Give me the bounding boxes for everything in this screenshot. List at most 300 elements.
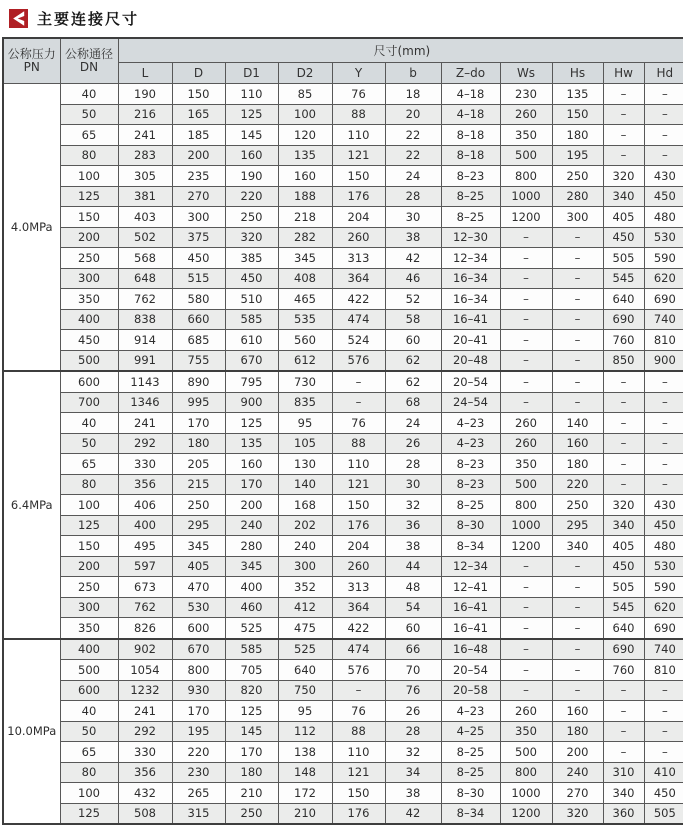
dimension-cell: 270 — [172, 186, 225, 207]
dimension-cell: 530 — [644, 227, 683, 248]
dimension-cell: 24 — [385, 413, 441, 434]
column-header-zdo: Z–do — [441, 63, 500, 84]
dimension-cell: 690 — [644, 618, 683, 639]
dn-cell: 350 — [60, 618, 118, 639]
dimension-cell: 168 — [278, 495, 332, 516]
dimension-cell: 820 — [225, 680, 278, 701]
dimension-cell: – — [500, 330, 552, 351]
dimension-cell: 430 — [644, 166, 683, 187]
dimension-cell: 32 — [385, 495, 441, 516]
dn-cell: 125 — [60, 515, 118, 536]
dimension-cell: 762 — [118, 289, 172, 310]
table-row — [3, 536, 683, 557]
dimension-cell: 220 — [552, 474, 603, 495]
dimension-cell: 685 — [172, 330, 225, 351]
dimension-cell: 188 — [278, 186, 332, 207]
dimension-cell: 345 — [225, 556, 278, 577]
dimension-cell: 210 — [278, 803, 332, 824]
dimension-cell: – — [644, 413, 683, 434]
dimension-cell: 406 — [118, 495, 172, 516]
dn-cell: 65 — [60, 125, 118, 146]
dimension-cell: – — [552, 680, 603, 701]
dimension-cell: 8–23 — [441, 474, 500, 495]
dimension-cell: – — [552, 660, 603, 681]
dimension-cell: 190 — [118, 84, 172, 105]
dimension-cell: 480 — [644, 207, 683, 228]
dimension-cell: – — [500, 371, 552, 392]
section-marker-icon — [9, 9, 28, 28]
dimension-cell: 412 — [278, 597, 332, 618]
dimension-cell: 121 — [332, 762, 385, 783]
dimension-cell: 730 — [278, 371, 332, 392]
dimension-cell: – — [603, 433, 644, 454]
pressure-group-label: 4.0MPa — [3, 84, 60, 372]
dimension-cell: 85 — [278, 84, 332, 105]
dimension-cell: 585 — [225, 639, 278, 660]
dimension-cell: 640 — [278, 660, 332, 681]
column-header-ws: Ws — [500, 63, 552, 84]
dn-cell: 450 — [60, 330, 118, 351]
table-row — [3, 803, 683, 824]
dimension-cell: 170 — [225, 742, 278, 763]
dimension-cell: 8–25 — [441, 742, 500, 763]
dimension-cell: 88 — [332, 721, 385, 742]
dn-cell: 350 — [60, 289, 118, 310]
dimension-cell: 62 — [385, 371, 441, 392]
dimension-cell: 160 — [278, 166, 332, 187]
column-header-l: L — [118, 63, 172, 84]
dimensions-table — [2, 37, 683, 825]
dimension-cell: 673 — [118, 577, 172, 598]
dimension-cell: 280 — [225, 536, 278, 557]
dimension-cell: 260 — [332, 556, 385, 577]
dimension-cell: 110 — [332, 454, 385, 475]
dimension-cell: 16–48 — [441, 639, 500, 660]
dn-cell: 50 — [60, 104, 118, 125]
dimension-cell: 545 — [603, 268, 644, 289]
dimension-cell: 260 — [500, 104, 552, 125]
dn-cell: 65 — [60, 742, 118, 763]
dimension-cell: 260 — [500, 433, 552, 454]
dimension-cell: 320 — [603, 166, 644, 187]
table-row — [3, 289, 683, 310]
dimension-cell: 42 — [385, 803, 441, 824]
dimension-cell: 430 — [644, 495, 683, 516]
table-row — [3, 660, 683, 681]
dimension-cell: – — [500, 556, 552, 577]
pn-header-line1: 公称压力 — [7, 47, 56, 61]
column-header-y: Y — [332, 63, 385, 84]
dn-cell: 100 — [60, 166, 118, 187]
dimension-cell: 265 — [172, 783, 225, 804]
dimension-cell: 230 — [172, 762, 225, 783]
dimension-cell: 20 — [385, 104, 441, 125]
dimension-cell: – — [603, 125, 644, 146]
dimension-cell: – — [552, 289, 603, 310]
dimension-cell: 176 — [332, 803, 385, 824]
dimension-cell: 1200 — [500, 536, 552, 557]
dimension-cell: 403 — [118, 207, 172, 228]
dimension-cell: 300 — [552, 207, 603, 228]
dimension-cell: 330 — [118, 454, 172, 475]
dimension-cell: – — [500, 597, 552, 618]
dimension-cell: 585 — [225, 309, 278, 330]
dimension-cell: 8–25 — [441, 495, 500, 516]
header-row-top — [3, 38, 683, 63]
dimension-cell: 320 — [552, 803, 603, 824]
dimension-cell: 16–41 — [441, 309, 500, 330]
table-row — [3, 639, 683, 660]
dimension-cell: 20–54 — [441, 371, 500, 392]
dimension-cell: 60 — [385, 618, 441, 639]
dimension-cell: – — [552, 392, 603, 413]
dimension-cell: – — [644, 680, 683, 701]
dimension-cell: 375 — [172, 227, 225, 248]
column-header-pn — [3, 38, 60, 84]
dimension-cell: 740 — [644, 639, 683, 660]
dimension-cell: 16–41 — [441, 597, 500, 618]
dimension-cell: 12–34 — [441, 556, 500, 577]
dimension-cell: 760 — [603, 660, 644, 681]
dimension-cell: – — [332, 392, 385, 413]
dimension-cell: 241 — [118, 125, 172, 146]
dimension-cell: 640 — [603, 618, 644, 639]
dimension-cell: 260 — [500, 413, 552, 434]
dn-cell: 300 — [60, 268, 118, 289]
dimension-cell: – — [500, 680, 552, 701]
dimension-cell: 283 — [118, 145, 172, 166]
dimension-cell: 1143 — [118, 371, 172, 392]
dimension-cell: 8–25 — [441, 186, 500, 207]
dimension-cell: 590 — [644, 577, 683, 598]
dimension-cell: 690 — [603, 639, 644, 660]
dimension-cell: 8–18 — [441, 145, 500, 166]
table-row — [3, 371, 683, 392]
dimension-cell: 200 — [225, 495, 278, 516]
dimension-cell: 310 — [603, 762, 644, 783]
dimension-cell: – — [603, 474, 644, 495]
dimension-cell: 12–30 — [441, 227, 500, 248]
dimension-cell: 450 — [172, 248, 225, 269]
dimension-cell: 110 — [225, 84, 278, 105]
dimension-cell: – — [603, 84, 644, 105]
dimension-cell: 135 — [225, 433, 278, 454]
dimension-cell: 34 — [385, 762, 441, 783]
dimension-cell: 4–18 — [441, 104, 500, 125]
dimension-cell: 185 — [172, 125, 225, 146]
dimension-cell: 165 — [172, 104, 225, 125]
dimension-cell: 474 — [332, 639, 385, 660]
dimension-cell: 20–58 — [441, 680, 500, 701]
dimension-cell: 902 — [118, 639, 172, 660]
dimension-cell: – — [644, 474, 683, 495]
dimension-cell: 576 — [332, 350, 385, 371]
dimension-cell: 38 — [385, 536, 441, 557]
dimension-cell: 1000 — [500, 783, 552, 804]
dimension-cell: 215 — [172, 474, 225, 495]
dimension-cell: 505 — [644, 803, 683, 824]
dimension-cell: 60 — [385, 330, 441, 351]
dimension-cell: 52 — [385, 289, 441, 310]
dimension-cell: 648 — [118, 268, 172, 289]
dimension-cell: 68 — [385, 392, 441, 413]
dimension-cell: 4–23 — [441, 413, 500, 434]
dimension-cell: 690 — [644, 289, 683, 310]
dimension-cell: 24 — [385, 166, 441, 187]
table-row — [3, 84, 683, 105]
dimension-cell: – — [552, 268, 603, 289]
dimension-cell: 95 — [278, 413, 332, 434]
dimension-cell: 525 — [225, 618, 278, 639]
dimension-cell: 220 — [225, 186, 278, 207]
dimension-cell: 70 — [385, 660, 441, 681]
dimension-cell: 22 — [385, 125, 441, 146]
table-header — [3, 38, 683, 84]
dimension-cell: 105 — [278, 433, 332, 454]
dimension-cell: 160 — [225, 145, 278, 166]
dimension-cell: 76 — [332, 701, 385, 722]
table-row — [3, 413, 683, 434]
dimension-cell: 180 — [225, 762, 278, 783]
dimension-cell: 195 — [552, 145, 603, 166]
dimension-cell: 313 — [332, 248, 385, 269]
dimension-cell: – — [603, 413, 644, 434]
dimension-cell: 4–23 — [441, 701, 500, 722]
dimension-cell: 530 — [644, 556, 683, 577]
dimension-cell: 810 — [644, 330, 683, 351]
dimension-cell: 795 — [225, 371, 278, 392]
dimension-cell: 125 — [225, 701, 278, 722]
dimension-cell: 315 — [172, 803, 225, 824]
dimension-cell: 12–34 — [441, 248, 500, 269]
document-header — [0, 0, 683, 35]
dimension-cell: 125 — [225, 413, 278, 434]
dimension-cell: – — [644, 721, 683, 742]
dimension-cell: 381 — [118, 186, 172, 207]
table-row — [3, 350, 683, 371]
dimension-cell: 176 — [332, 515, 385, 536]
dimension-cell: 280 — [552, 186, 603, 207]
dimension-cell: 900 — [644, 350, 683, 371]
dimension-cell: 204 — [332, 207, 385, 228]
dimension-cell: 835 — [278, 392, 332, 413]
dimension-cell: – — [500, 577, 552, 598]
dimension-cell: 352 — [278, 577, 332, 598]
table-row — [3, 721, 683, 742]
table-row — [3, 474, 683, 495]
dimension-cell: 8–18 — [441, 125, 500, 146]
dimension-cell: – — [500, 289, 552, 310]
dimension-cell: – — [552, 618, 603, 639]
dimension-cell: 364 — [332, 268, 385, 289]
dimension-cell: 505 — [603, 248, 644, 269]
dimension-cell: 240 — [225, 515, 278, 536]
dimension-cell: 200 — [552, 742, 603, 763]
dimension-cell: 1000 — [500, 515, 552, 536]
dimension-cell: 8–23 — [441, 454, 500, 475]
dimension-cell: – — [552, 371, 603, 392]
dimension-cell: 670 — [225, 350, 278, 371]
dimension-cell: – — [552, 330, 603, 351]
dimension-cell: 800 — [500, 166, 552, 187]
dimension-cell: 480 — [644, 536, 683, 557]
dimension-cell: 160 — [552, 433, 603, 454]
dimension-cell: 295 — [552, 515, 603, 536]
table-row — [3, 227, 683, 248]
dimension-cell: 640 — [603, 289, 644, 310]
dimension-cell: 690 — [603, 309, 644, 330]
dimension-cell: 500 — [500, 145, 552, 166]
dimension-cell: 620 — [644, 268, 683, 289]
dimension-cell: 190 — [225, 166, 278, 187]
dimension-cell: 405 — [603, 536, 644, 557]
dimension-cell: 16–34 — [441, 289, 500, 310]
dimension-cell: 235 — [172, 166, 225, 187]
table-row — [3, 207, 683, 228]
column-header-hd: Hd — [644, 63, 683, 84]
dimension-cell: 470 — [172, 577, 225, 598]
dimension-cell: 450 — [603, 227, 644, 248]
dimension-cell: 180 — [552, 721, 603, 742]
table-row — [3, 742, 683, 763]
dn-cell: 100 — [60, 495, 118, 516]
dimension-cell: 76 — [332, 84, 385, 105]
dimension-cell: – — [500, 309, 552, 330]
dn-cell: 80 — [60, 145, 118, 166]
dn-cell: 200 — [60, 227, 118, 248]
dimension-cell: 180 — [552, 454, 603, 475]
dimension-cell: – — [644, 433, 683, 454]
dimension-cell: – — [500, 639, 552, 660]
dimension-cell: 30 — [385, 207, 441, 228]
dimension-cell: 150 — [552, 104, 603, 125]
dimension-cell: 42 — [385, 248, 441, 269]
dimension-cell: 220 — [172, 742, 225, 763]
dimension-cell: 475 — [278, 618, 332, 639]
dimension-cell: 200 — [172, 145, 225, 166]
dimension-cell: 145 — [225, 721, 278, 742]
dimension-cell: 345 — [278, 248, 332, 269]
dimension-cell: 385 — [225, 248, 278, 269]
column-header-hw: Hw — [603, 63, 644, 84]
dimension-cell: 180 — [552, 125, 603, 146]
table-row — [3, 145, 683, 166]
dimension-cell: 612 — [278, 350, 332, 371]
dimension-cell: 8–25 — [441, 762, 500, 783]
dn-cell: 600 — [60, 371, 118, 392]
dimension-cell: 240 — [278, 536, 332, 557]
dimension-cell: 28 — [385, 721, 441, 742]
dimension-cell: – — [603, 701, 644, 722]
column-header-d2: D2 — [278, 63, 332, 84]
dn-cell: 40 — [60, 84, 118, 105]
dimension-cell: 148 — [278, 762, 332, 783]
dimension-cell: 140 — [278, 474, 332, 495]
pressure-group-label: 10.0MPa — [3, 639, 60, 825]
dimension-cell: 408 — [278, 268, 332, 289]
dimension-cell: – — [500, 392, 552, 413]
dimension-cell: 1200 — [500, 207, 552, 228]
dimension-cell: 432 — [118, 783, 172, 804]
dimension-cell: 170 — [172, 413, 225, 434]
dimension-cell: 250 — [172, 495, 225, 516]
dimension-cell: 46 — [385, 268, 441, 289]
dimension-cell: 405 — [172, 556, 225, 577]
dimension-cell: 580 — [172, 289, 225, 310]
dimension-cell: 450 — [644, 783, 683, 804]
dimension-cell: 590 — [644, 248, 683, 269]
dimension-cell: 4–25 — [441, 721, 500, 742]
dimension-cell: – — [500, 227, 552, 248]
dimension-cell: 620 — [644, 597, 683, 618]
dimension-cell: 300 — [278, 556, 332, 577]
dimension-cell: 900 — [225, 392, 278, 413]
dimension-cell: 8–30 — [441, 783, 500, 804]
dn-cell: 200 — [60, 556, 118, 577]
table-row — [3, 104, 683, 125]
dn-cell: 80 — [60, 762, 118, 783]
dimension-cell: 760 — [603, 330, 644, 351]
dimension-cell: 740 — [644, 309, 683, 330]
dimension-cell: 350 — [500, 125, 552, 146]
table-row — [3, 125, 683, 146]
column-header-b: b — [385, 63, 441, 84]
dimension-cell: – — [332, 680, 385, 701]
column-header-d1: D1 — [225, 63, 278, 84]
dimension-cell: 18 — [385, 84, 441, 105]
dimension-cell: – — [552, 597, 603, 618]
dimension-cell: 241 — [118, 413, 172, 434]
dimension-cell: 100 — [278, 104, 332, 125]
dimension-cell: 340 — [603, 515, 644, 536]
dimension-cell: 4–23 — [441, 433, 500, 454]
dimension-cell: 313 — [332, 577, 385, 598]
dimension-cell: 560 — [278, 330, 332, 351]
dimension-cell: 320 — [225, 227, 278, 248]
dn-cell: 500 — [60, 350, 118, 371]
table-row — [3, 392, 683, 413]
dn-cell: 500 — [60, 660, 118, 681]
dimension-cell: 762 — [118, 597, 172, 618]
dimension-cell: 800 — [172, 660, 225, 681]
dimension-cell: 422 — [332, 289, 385, 310]
dimension-cell: 508 — [118, 803, 172, 824]
dimension-cell: 135 — [552, 84, 603, 105]
dimension-cell: 66 — [385, 639, 441, 660]
dimension-cell: 230 — [500, 84, 552, 105]
dimension-cell: 530 — [172, 597, 225, 618]
dimension-cell: 545 — [603, 597, 644, 618]
dimension-cell: – — [603, 371, 644, 392]
dimension-cell: 176 — [332, 186, 385, 207]
dn-cell: 65 — [60, 454, 118, 475]
dimension-cell: 340 — [552, 536, 603, 557]
dimension-cell: – — [552, 556, 603, 577]
dn-header-line1: 公称通径 — [64, 47, 113, 61]
dimension-cell: 340 — [603, 186, 644, 207]
dimension-cell: – — [500, 268, 552, 289]
column-header-dn — [60, 38, 118, 84]
dimension-cell: 202 — [278, 515, 332, 536]
dimension-cell: 250 — [552, 495, 603, 516]
dimension-cell: 54 — [385, 597, 441, 618]
dimension-cell: 995 — [172, 392, 225, 413]
dimension-cell: 576 — [332, 660, 385, 681]
dn-header-line2: DN — [79, 60, 99, 74]
dimension-cell: – — [552, 350, 603, 371]
dimension-cell: 838 — [118, 309, 172, 330]
dimension-cell: 76 — [332, 413, 385, 434]
